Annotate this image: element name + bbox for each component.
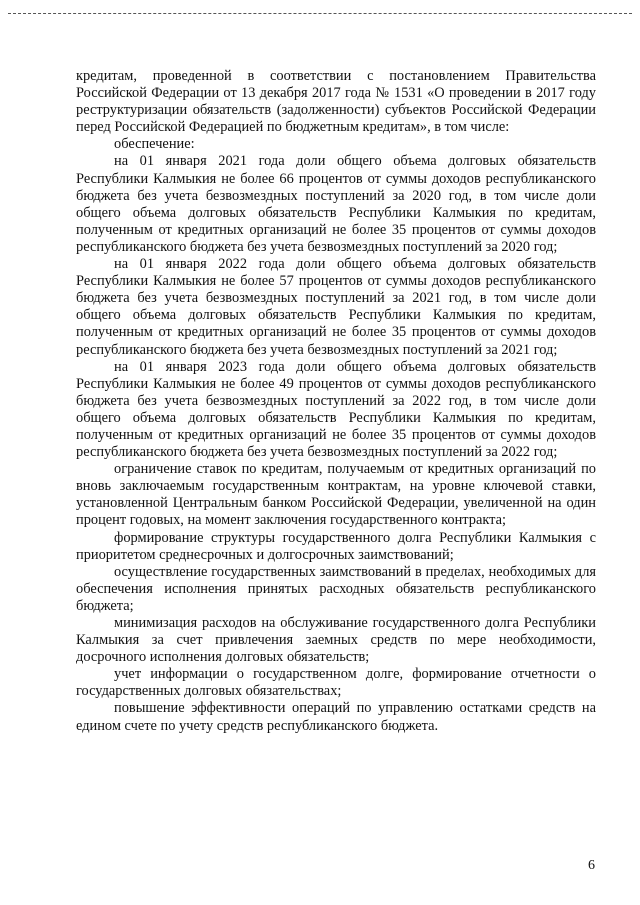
paragraph-2022-target: на 01 января 2022 года доли общего объема долговых обязательств Республики Калмыкия не более 57 процентов от суммы доходов республиканского бюджета без учета безвозмездных поступлений за 2021 год, в том числе доли общего объема долговых обязательств Республики Калмыкия по кредитам, полученным от кредитных организаций не более 35 процентов от суммы доходов республиканского бюджета без учета безвозмездных поступлений за 2021 год; xyxy=(76,256,596,358)
paragraph-2021-target: на 01 января 2021 года доли общего объема долговых обязательств Республики Калмыкия не более 66 процентов от суммы доходов республиканского бюджета без учета безвозмездных поступлений за 2020 год, в том числе доли общего объема долговых обязательств Республики Калмыкия по кредитам, полученным от кредитных организаций не более 35 процентов от суммы доходов республиканского бюджета без учета безвозмездных поступлений за 2020 год; xyxy=(76,153,596,255)
paragraph-intro: кредитам, проведенной в соответствии с постановлением Правительства Российской Федерации от 13 декабря 2017 года № 1531 «О проведении в 2017 году реструктуризации обязательств (задолженности) субъектов Российской Федерации перед Российской Федерацией по бюджетным кредитам», в том числе: xyxy=(76,68,596,136)
paragraph-cash-management: повышение эффективности операций по управлению остатками средств на едином счете по учету средств республиканского бюджета. xyxy=(76,700,596,734)
paragraph-debt-accounting: учет информации о государственном долге, формирование отчетности о государственных долговых обязательствах; xyxy=(76,666,596,700)
paragraph-provision-heading: обеспечение: xyxy=(114,136,195,153)
paragraph-rate-limit: ограничение ставок по кредитам, получаемым от кредитных организаций по вновь заключаемым государственным контрактам, на уровне ключевой ставки, установленной Центральным банком Российской Федерации, увеличенной на один процент годовых, на момент заключения государственного контракта; xyxy=(76,461,596,529)
top-border-line xyxy=(8,13,632,14)
paragraph-cost-minimization: минимизация расходов на обслуживание государственного долга Республики Калмыкия за счет привлечения заемных средств по мере необходимости, досрочного исполнения долговых обязательств; xyxy=(76,615,596,666)
page-number: 6 xyxy=(588,858,595,873)
paragraph-borrowings: осуществление государственных заимствований в пределах, необходимых для обеспечения исполнения принятых расходных обязательств республиканского бюджета; xyxy=(76,563,596,614)
paragraph-debt-structure: формирование структуры государственного долга Республики Калмыкия с приоритетом среднесрочных и долгосрочных заимствований; xyxy=(76,529,596,563)
document-body xyxy=(76,68,596,735)
paragraph-2023-target: на 01 января 2023 года доли общего объема долговых обязательств Республики Калмыкия не более 49 процентов от суммы доходов республиканского бюджета без учета безвозмездных поступлений за 2022 год, в том числе доли общего объема долговых обязательств Республики Калмыкия по кредитам, полученным от кредитных организаций не более 35 процентов от суммы доходов республиканского бюджета без учета безвозмездных поступлений за 2022 год; xyxy=(76,358,596,461)
